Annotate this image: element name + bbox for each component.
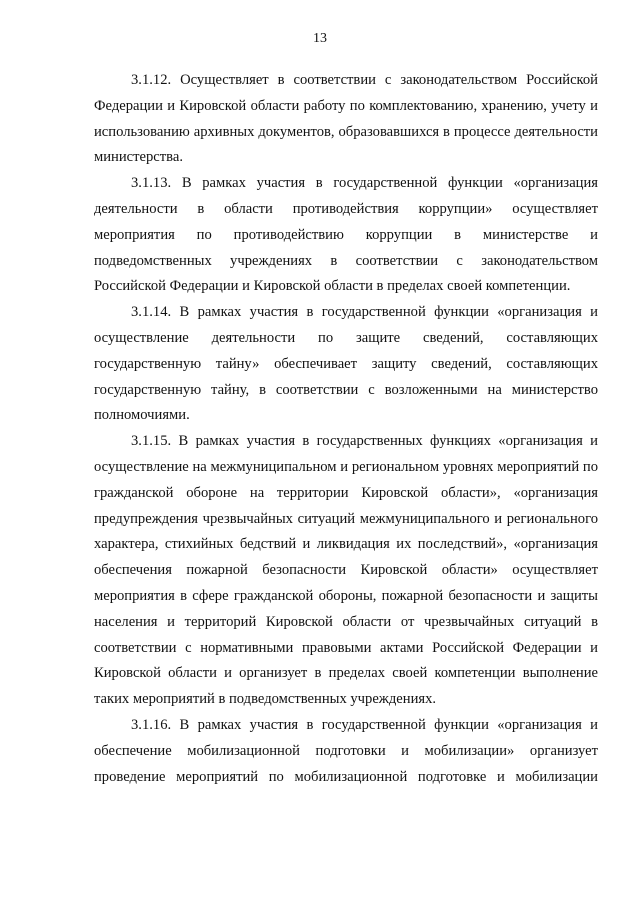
paragraph-3-1-12: 3.1.12. Осуществляет в соответствии с законодательством Российской Федерации и Кировской области работу по комплектованию, хранению, учету и использованию архивных документов, образовавшихся в процессе деятельности министерства.	[94, 72, 598, 166]
page-number: 13	[313, 31, 327, 46]
paragraph-3-1-16: 3.1.16. В рамках участия в государственной функции «организация и обеспечение мобилизационной подготовки и мобилизации» организует проведение мероприятий по мобилизационной подготовке и мобилизации	[94, 716, 598, 785]
paragraph-3-1-13: 3.1.13. В рамках участия в государственной функции «организация деятельности в области противодействия коррупции» осуществляет мероприятия по противодействию коррупции в министерстве и подведомственных учреждениях в соответствии с законодательством Российской Федерации и Кировской области в пределах своей компетенции.	[94, 175, 598, 295]
document-body	[94, 68, 598, 790]
paragraph-3-1-14: 3.1.14. В рамках участия в государственной функции «организация и осуществление деятельности по защите сведений, составляющих государственную тайну» обеспечивает защиту сведений, составляющих государственную тайну, в соответствии с возложенными на министерство полномочиями.	[94, 304, 598, 424]
paragraph-3-1-15: 3.1.15. В рамках участия в государственных функциях «организация и осуществление на межмуниципальном и региональном уровнях мероприятий по гражданской обороне на территории Кировской области», «организация предупреждения чрезвычайных ситуаций межмуниципального и регионального характера, стихийных бедствий и ликвидация их последствий», «организация обеспечения пожарной безопасности Кировской области» осуществляет мероприятия в сфере гражданской обороны, пожарной безопасности и защиты населения и территорий Кировской области от чрезвычайных ситуаций в соответствии с нормативными правовыми актами Российской Федерации и Кировской области и организует в пределах своей компетенции выполнение таких мероприятий в подведомственных учреждениях.	[94, 433, 598, 708]
